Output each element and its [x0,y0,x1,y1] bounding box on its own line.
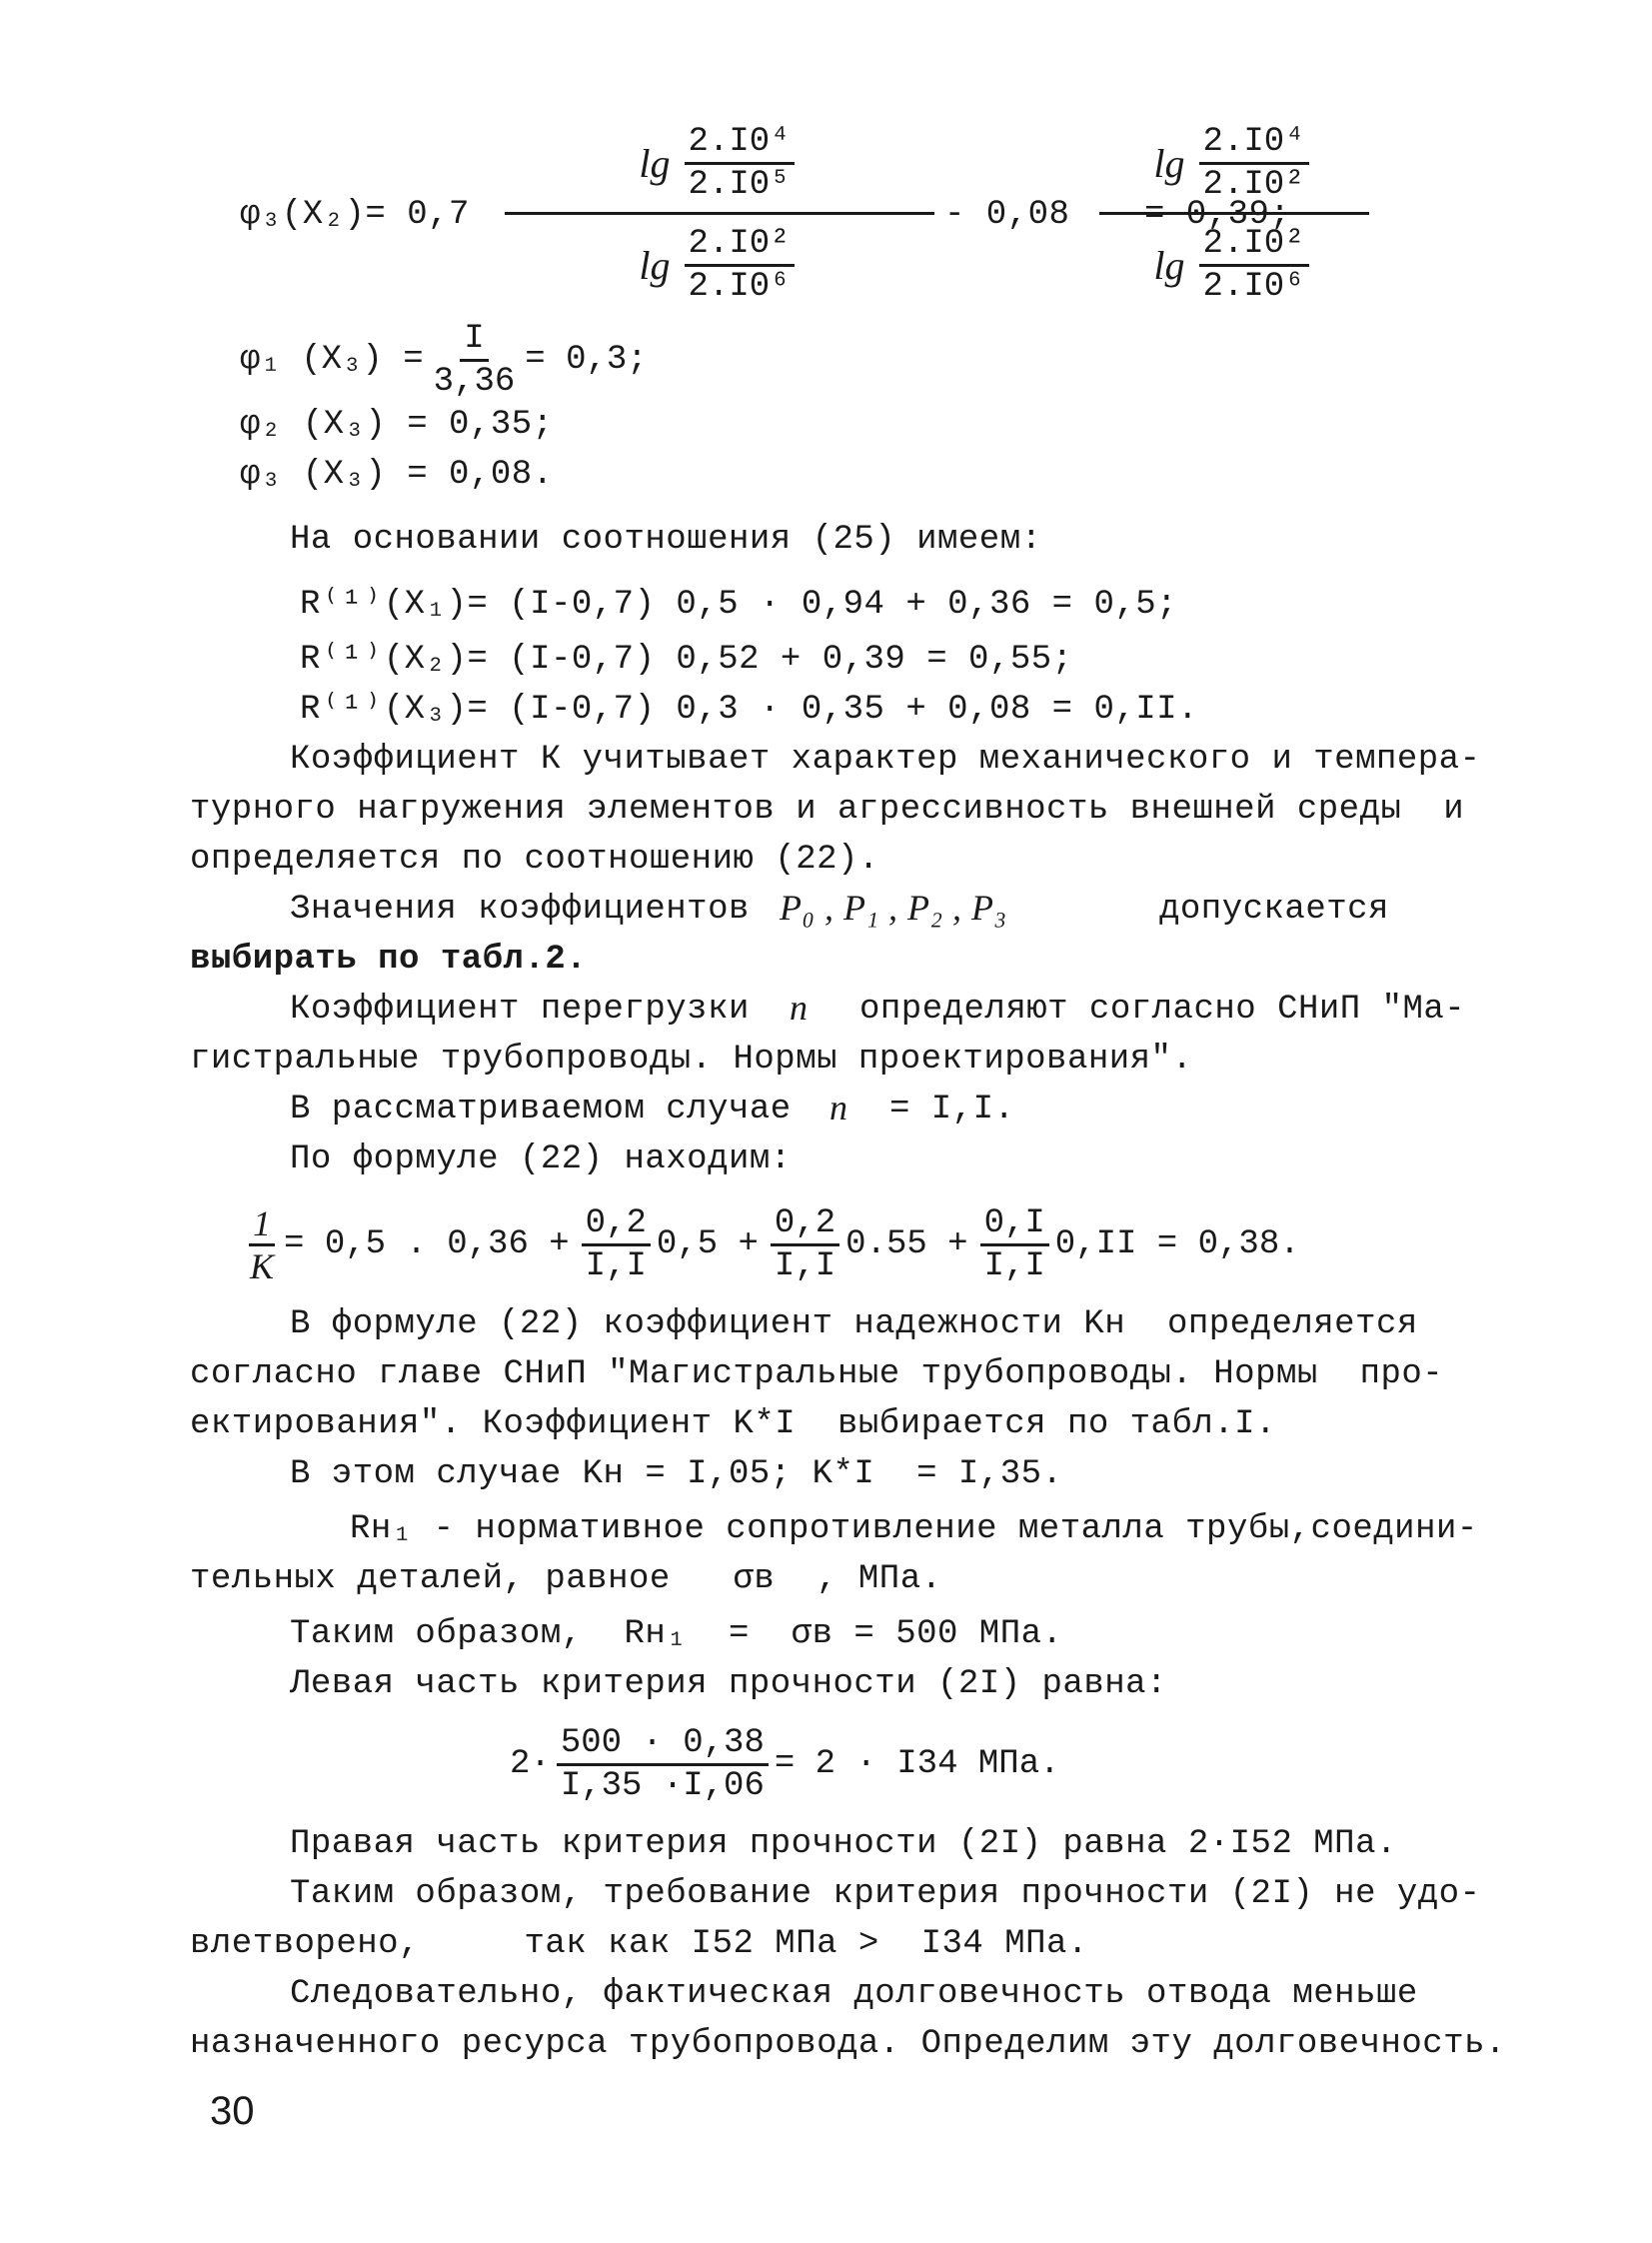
formula-phi3-x3: φ₃ (X₃) = 0,08. [240,456,554,494]
para-kn-line-3: ектирования". Коэффициент K*I выбирается по табл.I. [190,1405,1276,1443]
phi1-fraction [430,319,520,402]
para-kn-line-2: согласно главе СНиП "Магистральные трубопроводы. Нормы про- [190,1355,1444,1393]
para-p-line-2: выбирать по табл.2. [190,941,588,979]
formula22-term-1: = 0,5 . 0,36 + [284,1225,570,1263]
fraction-denominator: I,I [585,1246,647,1285]
inner-denominator: 2.I0⁶ [1202,267,1305,306]
fraction-a-numerator [505,115,934,211]
r-line-3: R⁽¹⁾(X₃)= (I-0,7) 0,3 · 0,35 + 0,08 = 0,II. [300,691,1198,729]
para-kn-line-1: В формуле (22) коэффициент надежности Kн определяется [290,1305,1418,1343]
phi1-rhs: = 0,3; [525,341,648,379]
formula22-fraction-1 [582,1203,651,1286]
formula21-numerator: 500 · 0,38 [557,1723,769,1766]
fraction-denominator: I,I [983,1246,1045,1285]
right-part: Правая часть критерия прочности (2I) равна 2·I52 МПа. [290,1825,1397,1863]
para-n-text-a: Коэффициент перегрузки [290,991,750,1029]
inner-denominator: 2.I0⁶ [688,267,791,306]
inner-fraction [685,122,795,205]
para-n-var: n [790,988,809,1028]
conclusion-line-1: Следовательно, фактическая долговечность отвода меньше [290,1975,1418,2013]
inner-fraction [1199,122,1309,205]
formula-22 [240,1194,1439,1294]
formula-phi2-x3: φ₂ (X₃) = 0,35; [240,406,554,444]
para-n-line-2: гистральные трубопроводы. Нормы проектирования". [190,1041,1193,1079]
para-k-line-2: турного нагружения элементов и агрессивность внешней среды и [190,791,1465,829]
page-number: 30 [210,2089,255,2133]
fraction-a-bar [505,212,934,215]
inner-fraction [685,224,795,307]
formula22-fraction-3 [980,1203,1049,1286]
formula21-denominator: I,35 ·I,06 [560,1766,765,1805]
formula22-term-3: 0.55 + [845,1225,968,1263]
r-line-1: R⁽¹⁾(X₁)= (I-0,7) 0,5 · 0,94 + 0,36 = 0,5; [300,586,1178,624]
fraction-numerator: 0,I [980,1203,1049,1246]
lg-label: lg [1153,242,1185,288]
phi1-denominator: 3,36 [433,362,516,401]
formula-phi1-x3 [240,310,939,410]
fraction-numerator: 0,2 [771,1203,839,1246]
formula-phi3-x2-result: = 0,39; [1144,196,1291,234]
fraction-numerator: 0,2 [582,1203,651,1246]
case-n-text: В рассматриваемом случае [290,1091,792,1128]
conclusion-line-2: назначенного ресурса трубопровода. Определим эту долговечность. [190,2025,1506,2063]
para-p-text-a: Значения коэффициентов [290,891,750,929]
formula22-term-4: 0,II = 0,38. [1054,1225,1300,1263]
para-n-text-b: определяют согласно СНиП "Ма- [859,991,1466,1029]
formula21-pre: 2· [510,1745,551,1783]
formula-lhs: φ₃(X₂)= 0,7 [240,196,470,234]
inner-denominator: 2.I0⁵ [688,165,791,204]
inner-fraction [1199,224,1309,307]
lg-label: lg [1153,140,1185,186]
para-p-text-b: допускается [1159,891,1389,929]
formula21-post: = 2 · I34 МПа. [774,1745,1060,1783]
formula22-intro: По формуле (22) находим: [290,1140,792,1178]
not-satisfied-line-1: Таким образом, требование критерия прочности (2I) не удо- [290,1875,1481,1913]
formula22-fraction-2 [771,1203,839,1286]
para-rn-line-2: тельных деталей, равное σв , МПа. [190,1560,942,1598]
intro-25: На основании соотношения (25) имеем: [290,521,1042,559]
fraction-denominator: I,I [774,1246,836,1285]
inner-numerator: 2.I0⁴ [1199,122,1309,165]
phi1-numerator: I [460,319,488,362]
fraction-a-denominator [505,217,934,313]
phi1-lhs: φ₁ (X₃) = [240,341,424,379]
one-over-k [246,1203,278,1286]
para-k-line-1: Коэффициент К учитывает характер механического и темпера- [290,741,1481,779]
formula-mid: - 0,08 [944,196,1070,234]
inner-numerator: 2.I0² [685,224,795,267]
inner-numerator: 2.I0² [1199,224,1309,267]
thus-rn: Таким образом, Rн₁ = σв = 500 МПа. [290,1615,1063,1653]
para-k-line-3: определяется по соотношению (22). [190,841,879,879]
left-part: Левая часть критерия прочности (2I) равна: [290,1665,1167,1703]
case-n-value: = I,I. [889,1091,1015,1128]
formula22-term-2: 0,5 + [656,1225,759,1263]
para-p-vars: P₀ , P₁ , P₂ , P₃ [780,888,1007,928]
para-rn-line-1: Rн₁ - нормативное сопротивление металла трубы,соедини- [350,1510,1478,1548]
not-satisfied-line-2: влетворено, так как I52 МПа > I34 МПа. [190,1925,1088,1963]
inner-numerator: 2.I0⁴ [685,122,795,165]
r-line-2: R⁽¹⁾(X₂)= (I-0,7) 0,52 + 0,39 = 0,55; [300,641,1073,679]
formula21-fraction [557,1723,769,1806]
lg-label: lg [639,242,671,288]
formula-21 [510,1714,1209,1814]
lg-label: lg [639,140,671,186]
case-n-var: n [829,1088,848,1127]
case-kn: В этом случае Kн = I,05; K*I = I,35. [290,1455,1063,1493]
one-over-k-numerator: 1 [249,1203,275,1246]
fraction-a [505,115,934,315]
inner-denominator: 2.I0² [1202,165,1305,204]
one-over-k-denominator: K [250,1245,275,1286]
